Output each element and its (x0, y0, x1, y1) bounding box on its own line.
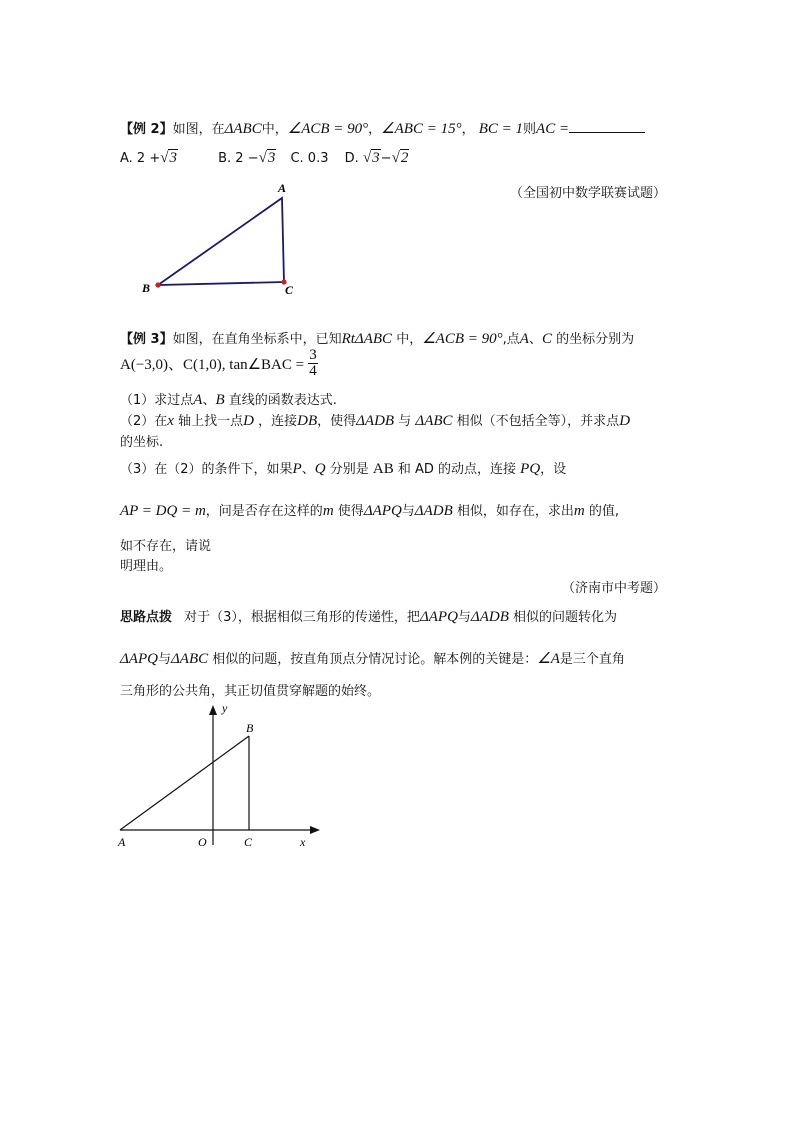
ex2-text: 如图，在 (172, 122, 225, 137)
ex2-angle-abc: ∠ABC = 15° (381, 121, 462, 137)
fraction-three-quarters: $\frac{3}{4}$ (309, 347, 317, 379)
coords: A(−3,0)、C(1,0), tan∠BAC = (120, 357, 305, 373)
hint-tag: 思路点拨 (120, 610, 173, 625)
question-1: （1）求过点A、B 直线的函数表达式. (120, 392, 337, 408)
y-axis-arrow (209, 705, 217, 715)
ex3-coords-line (120, 348, 318, 379)
ex2-text: ， (461, 122, 475, 137)
ex2-text: 中， (261, 122, 288, 137)
label-b: B (142, 281, 151, 295)
label-a: A (118, 835, 126, 849)
ex2-angle-acb: ∠ACB = 90° (287, 121, 369, 137)
ex2-triangle: ΔABC (224, 121, 262, 137)
hint-line1: 思路点拨 对于（3），根据相似三角形的传递性，把ΔAPQ与ΔADB 相似的问题转化为 (120, 609, 618, 625)
label-c: C (244, 835, 253, 849)
label-c: C (285, 283, 294, 297)
option-c: C. 0.3 (290, 151, 329, 166)
ex2-bc: BC = 1 (478, 121, 524, 137)
question-3: （3）在（2）的条件下，如果P、Q 分别是 AB 和 AD 的动点，连接 PQ，设 (120, 461, 567, 477)
ex3-tag: 【例 3】 (120, 332, 173, 347)
label-y: y (222, 701, 228, 715)
question-2-cont: 的坐标. (120, 435, 164, 450)
hint-line2: ΔAPQ与ΔABC 相似的问题，按直角顶点分情况讨论。解本例的关键是：∠A是三个直角 (120, 651, 625, 667)
sqrt-symbol: √2 (391, 150, 409, 166)
triangle-abc-shape (158, 198, 284, 285)
ex3-line1: 【例 3】如图，在直角坐标系中，已知RtΔABC 中，∠ACB = 90°,点A、C 的坐标分别为 (120, 331, 635, 347)
ex2-text: ， (368, 122, 382, 137)
ex2-text: 则 (523, 122, 537, 137)
x-axis-arrow (310, 826, 320, 834)
hint-line3: 三角形的公共角，其正切值贯穿解题的始终。 (120, 684, 381, 699)
answer-blank (569, 120, 645, 133)
source-ex2: （全国初中数学联赛试题） (509, 186, 666, 201)
segment-ab (120, 736, 249, 830)
option-a: A. 2 +√3 (120, 150, 177, 166)
label-o: O (198, 835, 207, 849)
question-2: （2）在x 轴上找一点D ，连接DB，使得ΔADB 与 ΔABC 相似（不包括全等），并求点D (120, 413, 631, 429)
label-x: x (300, 835, 306, 849)
figure-coordinate (110, 700, 330, 855)
ex3-angle: ∠ACB = 90° (422, 331, 503, 347)
label-a: A (278, 181, 287, 195)
source-ex3: （济南市中考题） (561, 581, 666, 596)
sqrt-symbol: √3 (362, 150, 380, 166)
ex2-tag: 【例 2】 (120, 122, 173, 137)
ex2-options (120, 150, 409, 167)
ex2-ac: AC = (536, 121, 570, 137)
figure-triangle-abc (130, 180, 310, 300)
label-b: B (246, 721, 254, 735)
ex2-line (120, 118, 645, 138)
point-b (155, 282, 160, 287)
question-3-line4: 明理由。 (120, 559, 173, 574)
option-d: D. √3−√2 (344, 150, 409, 166)
sqrt-symbol: √3 (160, 150, 177, 166)
question-3-line3: 如不存在，请说 (120, 539, 212, 554)
sqrt-symbol: √3 (258, 150, 276, 166)
ex3-rt-triangle: RtΔABC (341, 331, 393, 347)
option-b: B. 2 −√3 (218, 150, 276, 166)
question-3-line2: AP = DQ = m，问是否存在这样的m 使得ΔAPQ与ΔADB 相似，如存在，求出m 的值, (120, 503, 620, 519)
